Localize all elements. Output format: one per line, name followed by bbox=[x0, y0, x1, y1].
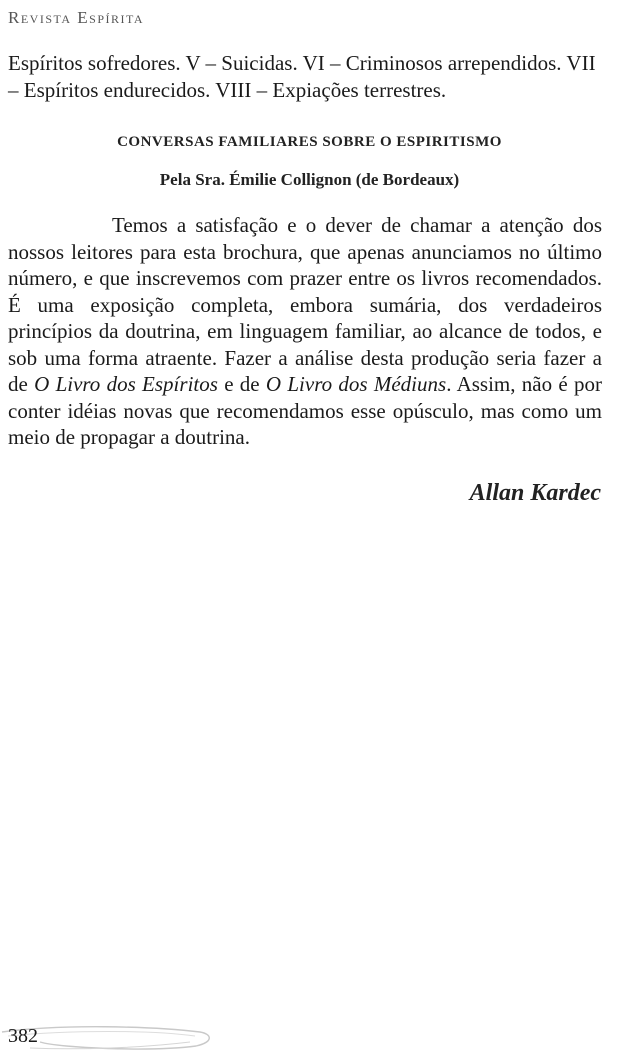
section-subtitle: Pela Sra. Émilie Collignon (de Bordeaux) bbox=[159, 170, 460, 189]
body-text-part1: Temos a satisfação e o dever de chamar a atenção dos nossos leitores para esta brochura, que apenas anunciamos no último número, e que inscrevemos com prazer entre os livros recomendados. É uma exposição completa, embora sumária, dos verdadeiros princípios da doutrina, em linguagem familiar, ao alcance de todos, e sob uma forma atraente. Fazer a análise desta produção seria fazer a de bbox=[8, 213, 602, 396]
book-title-livro-dos-espiritos: O Livro dos Espíritos bbox=[34, 372, 218, 396]
body-paragraph bbox=[8, 212, 602, 451]
intro-paragraph: Espíritos sofredores. V – Suicidas. VI – Criminosos arrependidos. VII – Espíritos endurecidos. VIII – Expiações terrestres. bbox=[8, 51, 596, 102]
body-text-part3: . Assim, não é por conter idéias novas que recomendamos esse opúsculo, mas como um meio de propagar a doutrina. bbox=[8, 372, 602, 449]
book-title-livro-dos-mediuns: O Livro dos Médiuns bbox=[265, 372, 447, 396]
author-signature: Allan Kardec bbox=[469, 480, 601, 506]
page-number: 382 bbox=[8, 1025, 38, 1047]
section-title: CONVERSAS FAMILIARES SOBRE O ESPIRITISMO bbox=[117, 134, 502, 150]
body-text-part2: e de bbox=[217, 372, 266, 396]
running-header: Revista Espírita bbox=[8, 8, 145, 27]
